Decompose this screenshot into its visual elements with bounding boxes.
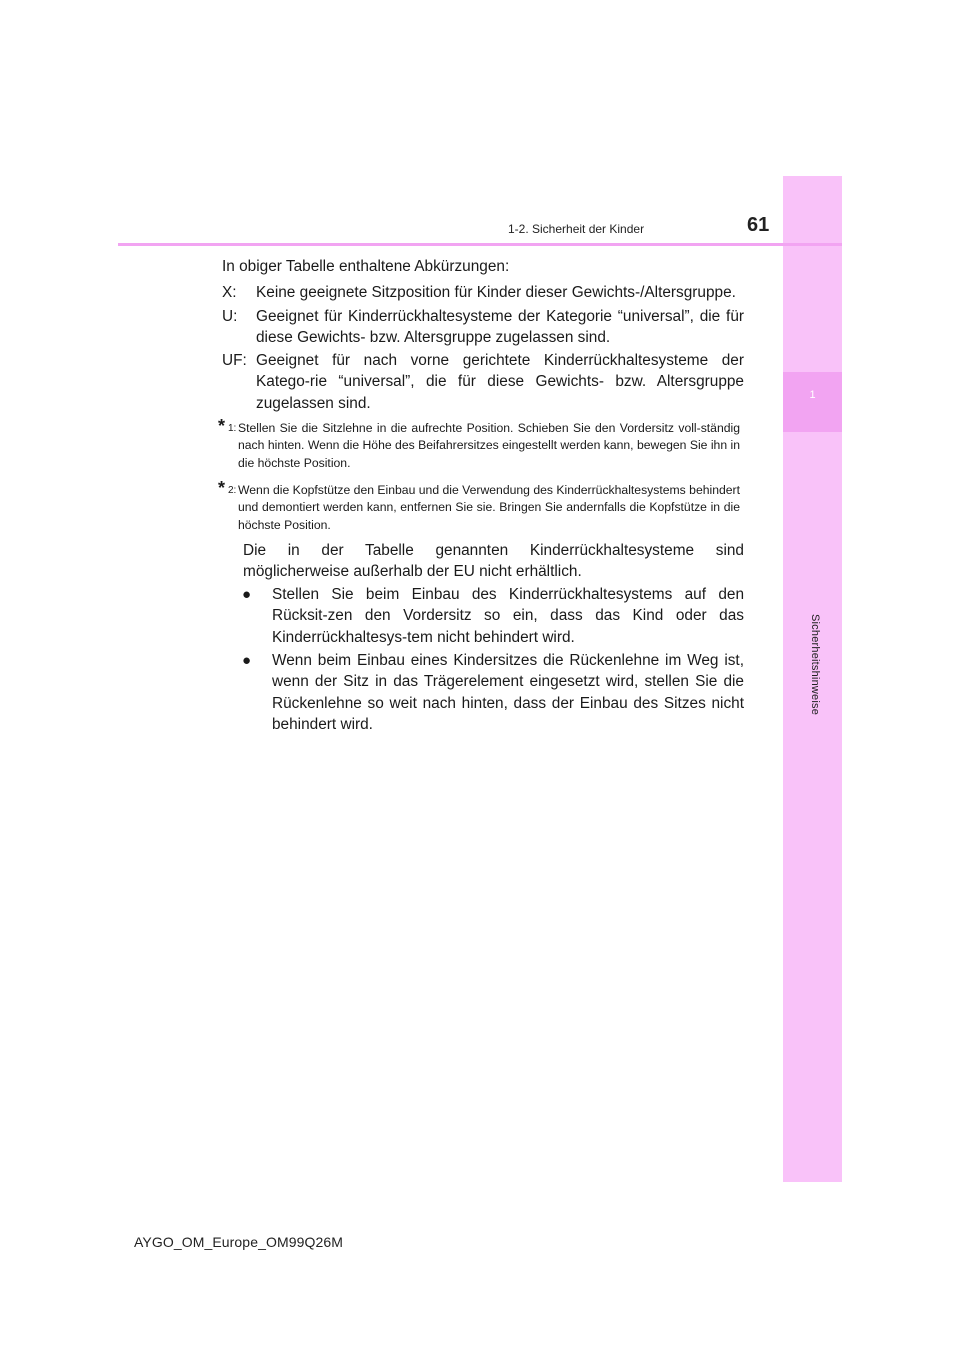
abbreviations-intro: In obiger Tabelle enthaltene Abkürzungen: [222, 258, 510, 275]
abbreviation-key: UF: [222, 352, 247, 369]
page-number: 61 [747, 214, 770, 236]
section-title: 1-2. Sicherheit der Kinder [508, 222, 645, 236]
footnote-asterisk: * [218, 478, 226, 498]
availability-note: Die in der Tabelle genannten Kinderrückhaltesysteme sind möglicherweise außerhalb der EU nicht erhältlich. [243, 542, 744, 581]
abbreviation-text: Geeignet für Kinderrückhaltesysteme der Kategorie “universal”, die für diese Gewichts- bzw. Altersgruppe zugelassen sind. [256, 308, 744, 347]
bullet-dot-icon: ● [242, 586, 252, 603]
bullet-text: Stellen Sie beim Einbau des Kinderrückhaltesystems auf den Rücksit-zen den Vordersitz so ein, dass das Kind oder das Kinderrückhaltesys-tem nicht behindert wird. [272, 586, 744, 646]
footnote-index: 2: [228, 485, 237, 496]
footnote-text: Wenn die Kopfstütze den Einbau und die Verwendung des Kinderrückhaltesystems behindert und demontiert werden kann, entfernen Sie sie. Bringen Sie andernfalls die Kopfstütze in die höchste Position. [238, 483, 740, 532]
footnote-asterisk: * [218, 416, 226, 436]
abbreviation-text: Keine geeignete Sitzposition für Kinder dieser Gewichts-/Altersgruppe. [256, 284, 736, 301]
bullet-text: Wenn beim Einbau eines Kindersitzes die Rückenlehne im Weg ist, wenn der Sitz in das Trägerelement eingesetzt wird, stellen Sie die Rückenlehne so weit nach hinten, dass der Einbau des Sitzes nicht behindert wird. [272, 652, 744, 734]
chapter-number-block [783, 372, 842, 432]
document-code: AYGO_OM_Europe_OM99Q26M [134, 1234, 344, 1250]
header-rule [118, 243, 842, 246]
chapter-name: Sicherheitshinweise [809, 614, 821, 716]
footnote-index: 1: [228, 423, 237, 434]
footnote-text: Stellen Sie die Sitzlehne in die aufrechte Position. Schieben Sie den Vordersitz voll-ständig nach hinten. Wenn die Höhe des Beifahrersitzes eingestellt werden kann, bewegen Sie ihn in die höchste Position. [238, 421, 740, 470]
abbreviation-text: Geeignet für nach vorne gerichtete Kinderrückhaltesysteme der Katego-rie “universal”, die für diese Gewichts- bzw. Altersgruppe zugelassen sind. [256, 352, 744, 412]
chapter-side-tab [783, 176, 842, 1182]
abbreviation-key: X: [222, 284, 237, 301]
bullet-dot-icon: ● [242, 652, 252, 669]
abbreviation-key: U: [222, 308, 238, 325]
chapter-number: 1 [809, 389, 816, 401]
